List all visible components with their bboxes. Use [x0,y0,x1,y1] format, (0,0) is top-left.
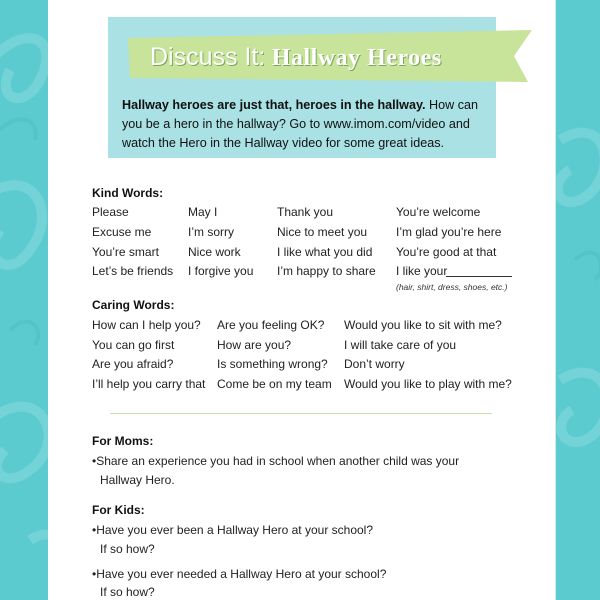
intro-bold: Hallway heroes are just that, heroes in the hallway. [122,98,426,112]
kids-bullet [92,567,386,581]
for-kids-title: For Kids: [92,503,145,517]
kids-bullet [92,523,373,537]
caring-word: I’ll help you carry that [92,377,206,391]
caring-word: Are you afraid? [92,357,174,371]
caring-word: Would you like to play with me? [344,377,512,391]
title-main: Hallway Heroes [271,45,442,71]
kind-word: I’m glad you’re here [396,225,502,239]
caring-word: I will take care of you [344,338,457,352]
intro-text: How can you be a hero in the hallway? Go to www.imom.com/video and watch the Hero in the Hallway video for some great ideas. [122,98,479,150]
kids-bullet-continued: If so how? [100,542,155,556]
kind-word: Let’s be friends [92,264,174,278]
kids-bullet-text: Have you ever been a Hallway Hero at your school? [96,523,374,537]
caring-word: Come be on my team [217,377,332,391]
kind-word: May I [188,205,218,219]
caring-word: Would you like to sit with me? [344,318,502,332]
kind-word: I like your [396,264,448,278]
kind-word: You’re smart [92,245,159,259]
caring-word: Are you feeling OK? [217,318,325,332]
kind-word: I’m sorry [188,225,234,239]
caring-word: Is something wrong? [217,357,328,371]
kind-word: Thank you [277,205,334,219]
for-moms-title: For Moms: [92,434,154,448]
moms-bullet-continued: Hallway Hero. [100,473,175,487]
kind-word: Nice work [188,245,241,259]
bullet-icon: • [92,454,97,468]
kind-word: I forgive you [188,264,254,278]
kind-word: You’re good at that [396,245,497,259]
caring-word: Don’t worry [344,357,405,371]
kind-words-title: Kind Words: [92,186,164,200]
kind-word: You’re welcome [396,205,481,219]
kind-word: Please [92,205,129,219]
kind-words-note: (hair, shirt, dress, shoes, etc.) [396,282,508,292]
caring-words-title: Caring Words: [92,298,175,312]
caring-word: You can go first [92,338,175,352]
kind-word: I like what you did [277,245,373,259]
section-divider [110,413,492,414]
title-prefix: Discuss It: [150,43,266,71]
kind-word: I’m happy to share [277,264,376,278]
kids-bullet-continued: If so how? [100,585,155,599]
fill-in-blank [446,276,512,277]
moms-bullet-text: Share an experience you had in school when another child was your [96,454,460,468]
kids-bullet-text: Have you ever needed a Hallway Hero at your school? [96,567,387,581]
page-title [150,40,442,74]
bullet-icon: • [92,523,97,537]
kind-word: Nice to meet you [277,225,368,239]
kind-word: Excuse me [92,225,152,239]
caring-word: How are you? [217,338,292,352]
bullet-icon: • [92,567,97,581]
intro-paragraph [122,96,488,153]
moms-bullet [92,454,459,468]
caring-word: How can I help you? [92,318,201,332]
